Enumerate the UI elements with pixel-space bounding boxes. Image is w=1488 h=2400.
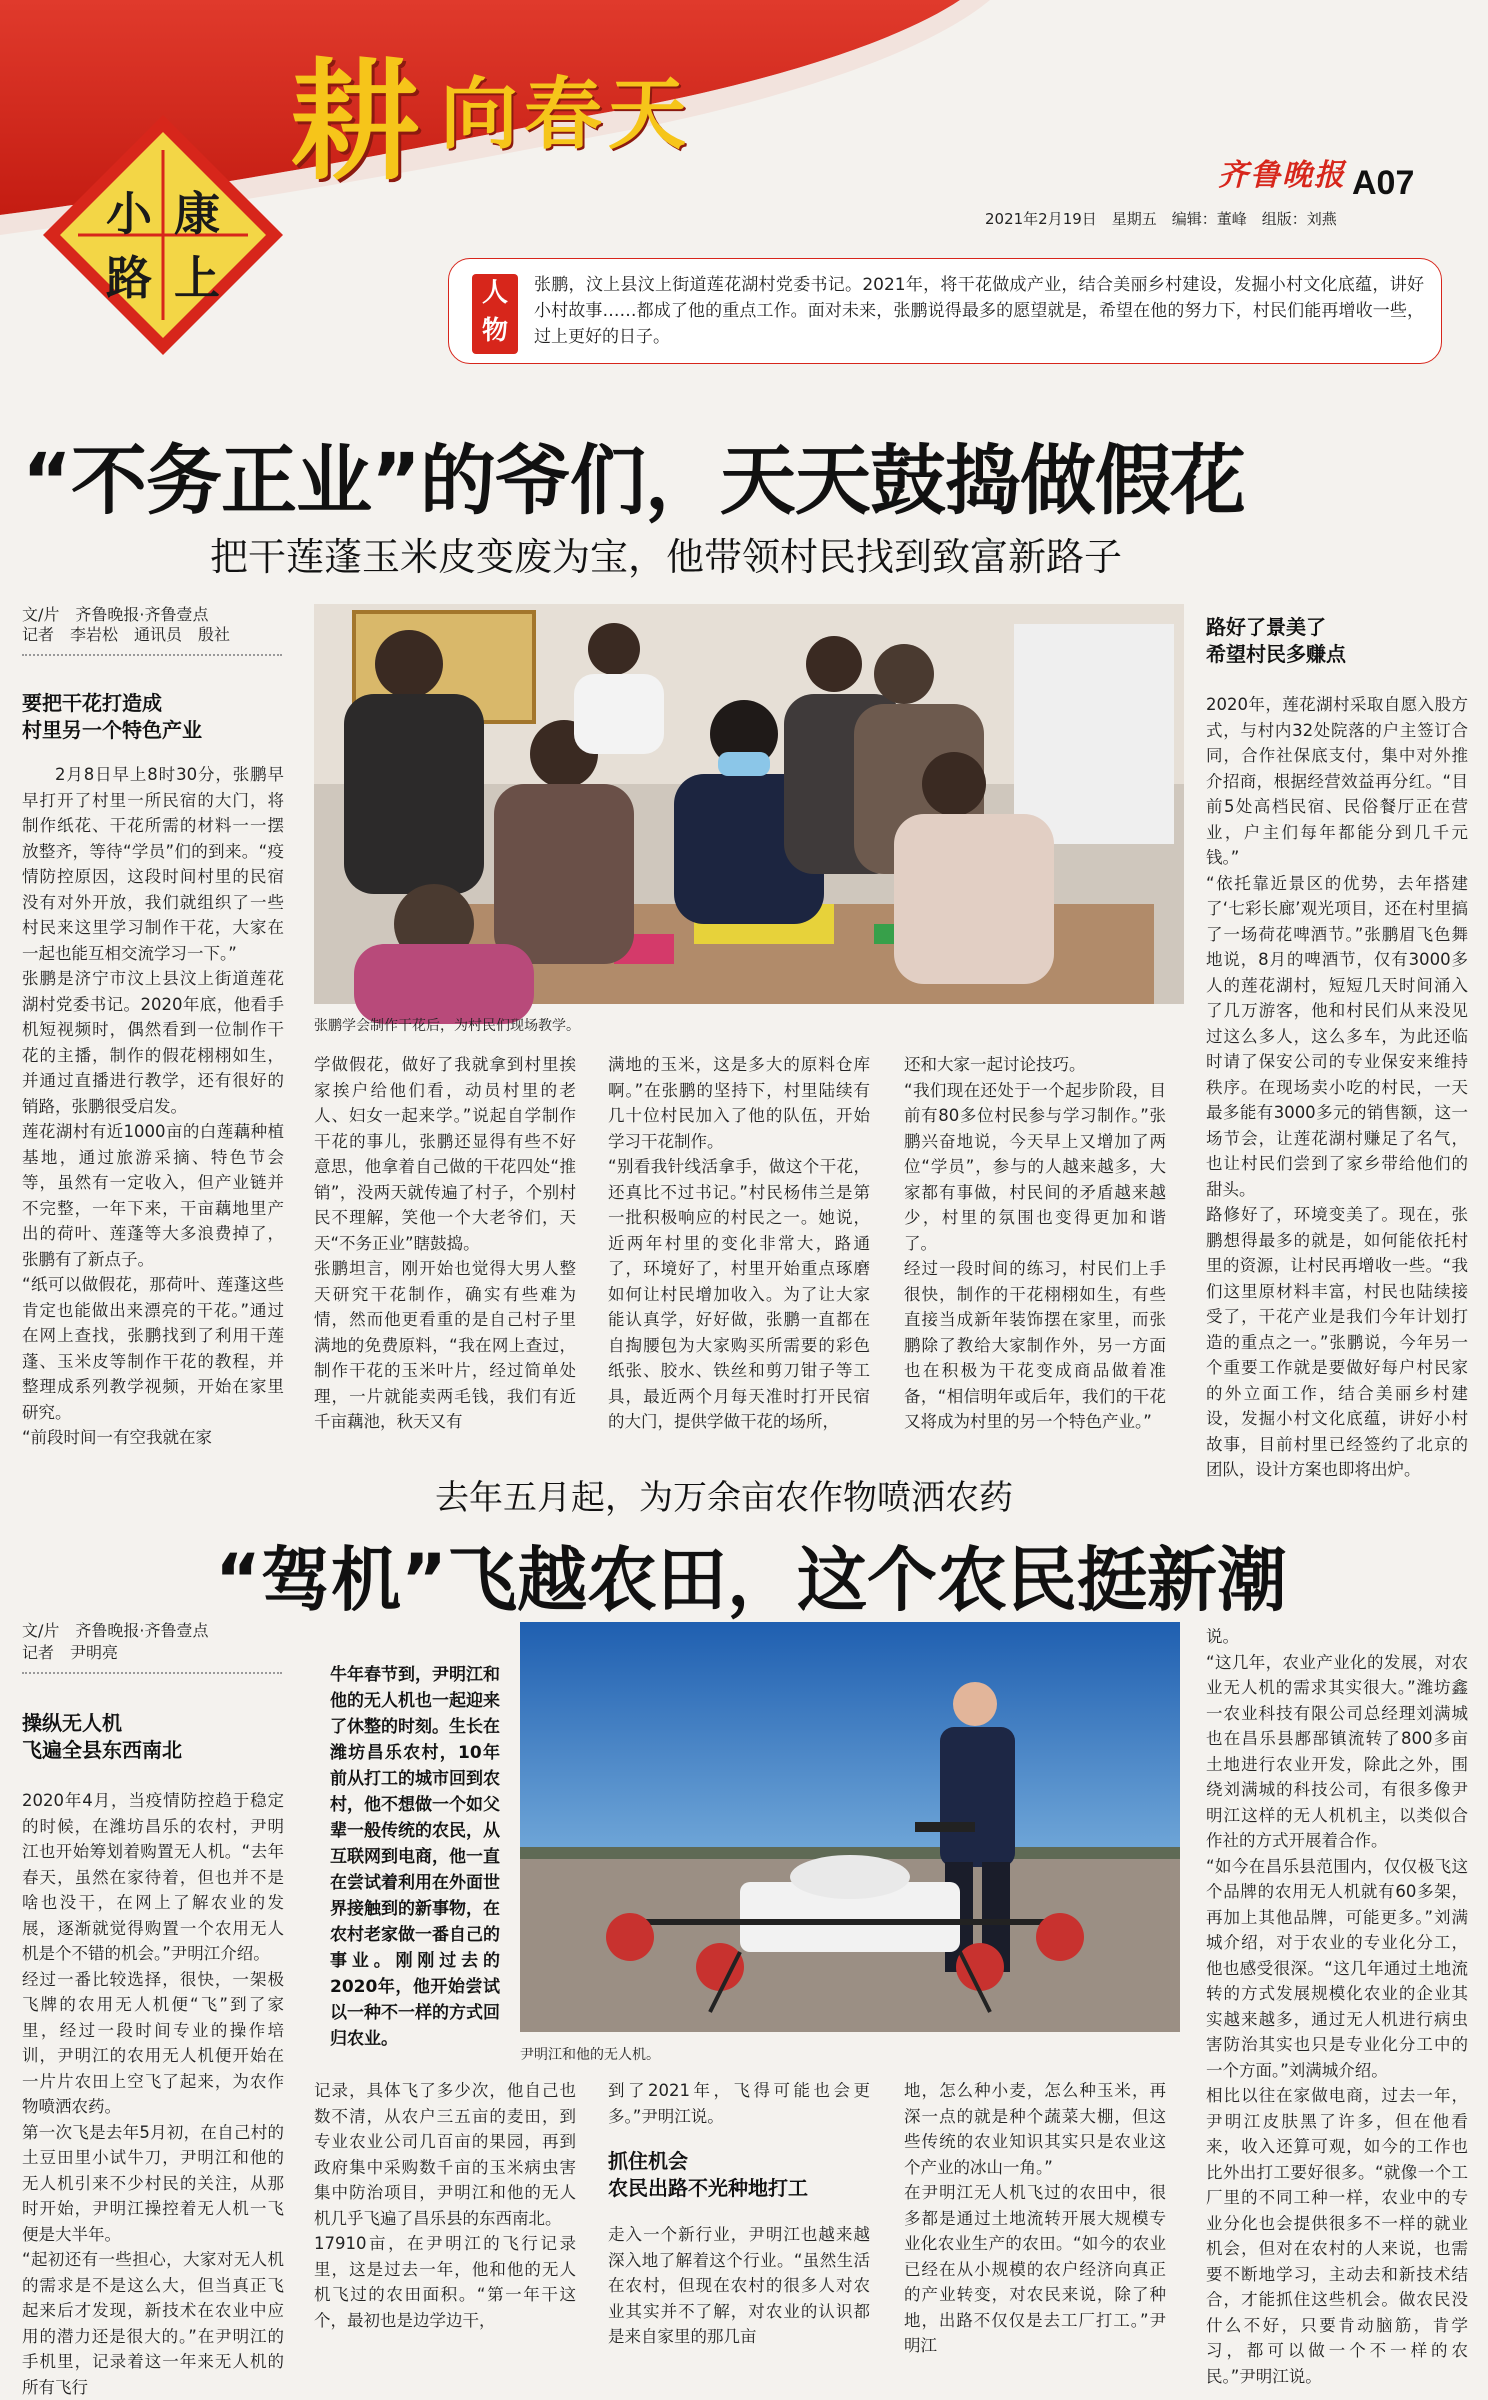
- page-number: A07: [1352, 164, 1415, 202]
- story2-subhead-1-text: 操纵无人机 飞遍全县东西南北: [22, 1711, 182, 1762]
- story1-col4-text: 还和大家一起讨论技巧。 “我们现在还处于一个起步阶段，目前有80多位村民参与学习制作。”张鹏兴奋地说，今天早上又增加了两位“学员”，参与的人越来越多，大家都有事做，村民间的矛盾越来越少，村里的氛围也变得更加和谐了。 经过一段时间的练习，村民们上手很快，制作的干花栩栩如生，有些直接当成新年装饰摆在家里，而张鹏除了教给大家制作外，另一方面也在积极为干花变成商品做着准备，“相信明年或后年，我们的干花又将成为村里的另一个特色产业。”: [904, 1055, 1166, 1431]
- story2-col3b-text: 到了2021年，飞得可能也会更多。”尹明江说。: [608, 2081, 870, 2126]
- diamond-char-2: 康: [174, 187, 220, 241]
- credit-divider-2: [22, 1672, 282, 1674]
- story1-photo-caption: 张鹏学会制作干花后，为村民们现场教学。: [314, 1018, 580, 1034]
- story1-photo: [314, 604, 1184, 1004]
- diamond-char-3: 路: [106, 251, 152, 305]
- story2-headline: “驾机”飞越农田，这个农民挺新潮: [215, 1539, 1288, 1621]
- story2-col5-text: 说。 “这几年，农业产业化的发展，对农业无人机的需求其实很大。”潍坊鑫一农业科技有限公司总经理刘满城也在昌乐县鄌郚镇流转了800多亩土地进行农业开发，除此之外，围绕刘满城的科技公司，有很多像尹明江这样的无人机机主，以类似合作社的方式开展着合作。 “如今在昌乐县范围内，仅仅极飞这个品牌的农用无人机就有60多架，再加上其他品牌，可能更多。”刘满城介绍，对于农业的专业化分工，他也感受很深。“这几年通过土地流转的方式发展规模化农业的企业其实越来越多，通过无人机进行病虫害防治其实也只是专业化分工中的一个方面。”刘满城介绍。 相比以往在家做电商，过去一年，尹明江皮肤黑了许多，但在他看来，收入还算可观，如今的工作也比外出打工要好很多。“就像一个工厂里的不同工种一样，农业中的专业分化也会提供很多不一样的就业机会，但对在农村的人来说，也需要不断地学习，主动去和新技术结合，才能抓住这些机会。做农民没什么不好，只要肯动脑筋，肯学习，都可以做一个不一样的农民。”尹明江说。: [1206, 1627, 1468, 2386]
- story2-col1-text: 2020年4月，当疫情防控趋于稳定的时候，在潍坊昌乐的农村，尹明江也开始筹划着购置无人机。“去年春天，虽然在家待着，但也并不是啥也没干，在网上了解农业的发展，逐渐就觉得购置一个农用无人机是个不错的机会。”尹明江介绍。 经过一番比较选择，很快，一架极飞牌的农用无人机便“飞”到了家里，经过一段时间专业的操作培训，尹明江的农用无人机便开始在一片片农田上空飞了起来，为农作物喷洒农药。 第一次飞是去年5月初，在自己村的土豆田里小试牛刀，尹明江和他的无人机引来不少村民的关注，从那时开始，尹明江操控着无人机一飞便是大半年。 “起初还有一些担心，大家对无人机的需求是不是这么大，但当真正飞起来后才发现，新技术在农业中应用的潜力还是很大的。”在尹明江的手机里，记录着这一年来无人机的所有飞行: [22, 1791, 284, 2397]
- story1-col1-text: 2月8日早上8时30分，张鹏早早打开了村里一所民宿的大门，将制作纸花、干花所需的材料一一摆放整齐，等待“学员”们的到来。“疫情防控原因，这段时间村里的民宿没有对外开放，我们就组织了一些村民来这里学习制作干花，大家在一起也能互相交流学习一下。” 张鹏是济宁市汶上县汶上街道莲花湖村党委书记。2020年底，他看手机短视频时，偶然看到一位制作干花的主播，制作的假花栩栩如生，并通过直播进行教学，还有很好的销路，张鹏很受启发。 莲花湖村有近1000亩的白莲藕种植基地，通过旅游采摘、特色节会等，虽然有一定收入，但产业链并不完整，一年下来，干亩藕地里产出的荷叶、莲蓬等大多浪费掉了，张鹏有了新点子。 “纸可以做假花，那荷叶、莲蓬这些肯定也能做出来漂亮的干花。”通过在网上查找，张鹏找到了利用干莲蓬、玉米皮等制作干花的教程，并整理成系列教学视频，开始在家里研究。 “前段时间一有空我就在家: [22, 765, 284, 1447]
- story2-col4-text: 地，怎么种小麦，怎么种玉米，再深一点的就是种个蔬菜大棚，但这些传统的农业知识其实只是农业这个产业的冰山一角。” 在尹明江无人机飞过的农田中，很多都是通过土地流转开展大规模专业化农业生产的农田。“如今的农业已经在从小规模的农户经济向真正的产业转变，对农民来说，除了种地，出路不仅仅是去工厂打工。”尹明江: [904, 2081, 1166, 2355]
- story1-col3: [608, 1052, 870, 1432]
- story2-photo-caption: 尹明江和他的无人机。: [520, 2047, 660, 2063]
- story2-credit-2: 记者 尹明亮: [22, 1643, 119, 1662]
- diamond-badge: [38, 110, 288, 360]
- profile-tag-char-2: 物: [481, 316, 508, 346]
- story1-col3-text: 满地的玉米，这是多大的原料仓库啊。”在张鹏的坚持下，村里陆续有几十位村民加入了他的队伍，开始学习干花制作。 “别看我针线活拿手，做这个干花，还真比不过书记。”村民杨伟兰是第一批积极响应的村民之一。她说，近两年村里的变化非常大，路通了，环境好了，村里开始重点琢磨如何让村民增加收入。为了让大家能认真学，好好做，张鹏一直都在自掏腰包为大家购买所需要的彩色纸张、胶水、铁丝和剪刀钳子等工具，最近两个月每天准时打开民宿的大门，提供学做干花的场所，: [608, 1055, 870, 1431]
- story1-subhead-2: [1206, 614, 1466, 668]
- drone-photo-illustration: [520, 1622, 1180, 2032]
- story2-col5: [1206, 1624, 1468, 2388]
- calligraphy-title: [290, 30, 760, 198]
- story1-subheadline: 把干莲蓬玉米皮变废为宝，他带领村民找到致富新路子: [210, 535, 1123, 579]
- story1-credit-2: 记者 李岩松 通讯员 殷社: [22, 625, 231, 644]
- diamond-char-1: 小: [106, 187, 152, 241]
- profile-tag-char-1: 人: [481, 278, 508, 308]
- story1-subhead-1-text: 要把干花打造成 村里另一个特色产业: [22, 691, 202, 742]
- story2-col3b: [608, 2078, 870, 2138]
- dateline: 2021年2月19日 星期五 编辑：董峰 组版：刘燕: [985, 210, 1337, 228]
- story1-col2-text: 学做假花，做好了我就拿到村里挨家挨户给他们看，动员村里的老人、妇女一起来学。”说起自学制作干花的事儿，张鹏还显得有些不好意思，他拿着自己做的干花四处“推销”，没两天就传遍了村子，个别村民不理解，笑他一个大老爷们，天天“不务正业”瞎鼓捣。 张鹏坦言，刚开始也觉得大男人整天研究干花制作，确实有些难为情，然而他更看重的是自己村子里满地的免费原料，“我在网上查过，制作干花的玉米叶片，经过简单处理，一片就能卖两毛钱，我们有近千亩藕池，秋天又有: [314, 1055, 576, 1431]
- diamond-shape: [38, 110, 288, 360]
- story2-credit-1: 文/片 齐鲁晚报·齐鲁壹点: [22, 1621, 209, 1640]
- diamond-char-4: 上: [174, 251, 220, 305]
- story2-lede: 牛年春节到，尹明江和他的无人机也一起迎来了休整的时刻。生长在潍坊昌乐农村，10年前从打工的城市回到农村，他不想做一个如父辈一般传统的农民，从互联网到电商，他一直在尝试着利用在外面世界接触到的新事物，在农村老家做一番自己的事业。刚刚过去的2020年，他开始尝试以一种不一样的方式回归农业。: [330, 1665, 500, 2049]
- story1-col5: [1206, 692, 1468, 1479]
- workshop-photo-illustration: [314, 604, 1184, 1004]
- story1-subhead-1: [22, 690, 282, 744]
- profile-tag: [472, 274, 518, 354]
- paper-name: 齐鲁晚报: [1218, 158, 1346, 193]
- story1-subhead-2-text: 路好了景美了 希望村民多赚点: [1206, 615, 1346, 666]
- story1-col2: [314, 1052, 576, 1432]
- calligraphy-main-char: 耕: [290, 45, 421, 198]
- story1-col1: [22, 762, 284, 1447]
- calligraphy-rest: 向春天: [440, 69, 693, 160]
- story2-photo: [520, 1622, 1180, 2032]
- story2-col2b-text: 记录，具体飞了多少次，他自己也数不清，从农户三五亩的麦田，到专业农业公司几百亩的果园，再到政府集中采购数千亩的玉米病虫害集中防治项目，尹明江和他的无人机几乎飞遍了昌乐县的东西南北。 17910亩，在尹明江的飞行记录里，这是过去一年，他和他的无人机飞过的农田面积。“第一年干这个，最初也是边学边干，: [314, 2081, 576, 2330]
- story2-col3c: [608, 2222, 870, 2388]
- story2-subhead-2-text: 抓住机会 农民出路不光种地打工: [608, 2149, 808, 2200]
- story1-col4: [904, 1052, 1166, 1432]
- story2-col2b: [314, 2078, 576, 2388]
- profile-text: 张鹏，汶上县汶上街道莲花湖村党委书记。2021年，将干花做成产业，结合美丽乡村建设，发掘小村文化底蕴，讲好小村故事……都成了他的重点工作。面对未来，张鹏说得最多的愿望就是，希望在他的努力下，村民们能再增收一些，过上更好的日子。: [534, 275, 1424, 347]
- credit-divider: [22, 654, 282, 656]
- story2-col3c-text: 走入一个新行业，尹明江也越来越深入地了解着这个行业。“虽然生活在农村，但现在农村的很多人对农业其实并不了解，对农业的认识都是来自家里的那几亩: [608, 2225, 870, 2346]
- story1-headline: “不务正业”的爷们，天天鼓捣做假花: [22, 436, 1245, 525]
- story1-col5-text: 2020年，莲花湖村采取自愿入股方式，与村内32处院落的户主签订合同，合作社保底支付，集中对外推介招商，根据经营效益再分红。“目前5处高档民宿、民俗餐厅正在营业，户主们每年都能分到几千元钱。” “依托靠近景区的优势，去年搭建了‘七彩长廊’观光项目，还在村里搞了一场荷花啤酒节。”张鹏眉飞色舞地说，8月的啤酒节，仅有3000多人的莲花湖村，短短几天时间涌入了几万游客，他和村民们从来没见过这么多人，这么多车，为此还临时请了保安公司的专业保安来维持秩序。在现场卖小吃的村民，一天最多能有3000多元的销售额，这一场节会，让莲花湖村赚足了名气，也让村民们尝到了家乡带给他们的甜头。 路修好了，环境变美了。现在，张鹏想得最多的就是，如何能依托村里的资源，让村民再增收一些。“我们这里原材料丰富，村民也陆续接受了，干花产业是我们今年计划打造的重点之一。”张鹏说，今年另一个重要工作就是要做好每户村民家的外立面工作，结合美丽乡村建设，发掘小村文化底蕴，讲好小村故事，目前村里已经签约了北京的团队，设计方案也即将出炉。: [1206, 695, 1468, 1479]
- story2-kicker: 去年五月起，为万余亩农作物喷洒农药: [435, 1478, 1013, 1518]
- story1-credit-1: 文/片 齐鲁晚报·齐鲁壹点: [22, 605, 209, 624]
- story2-col4: [904, 2078, 1166, 2388]
- story2-subhead-2: [608, 2148, 878, 2202]
- story2-col1: [22, 1788, 284, 2397]
- story2-subhead-1: [22, 1710, 282, 1764]
